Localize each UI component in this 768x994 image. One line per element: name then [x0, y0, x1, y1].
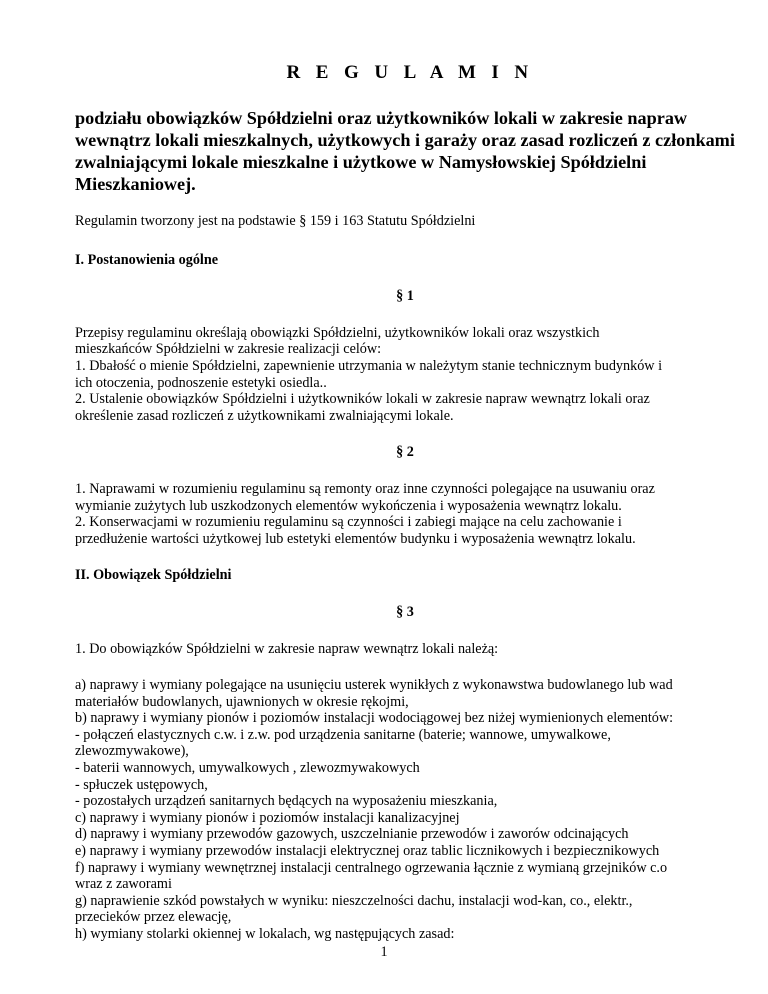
list-item: - połączeń elastycznych c.w. i z.w. pod urządzenia sanitarne (baterie; wannowe, umywalkowe,: [75, 726, 611, 743]
list-item: g) naprawienie szkód powstałych w wyniku: nieszczelności dachu, instalacji wod-kan, co., elektr.,: [75, 892, 633, 909]
list-item: - baterii wannowych, umywalkowych , zlewozmywakowych: [75, 760, 420, 777]
text-line: 2. Ustalenie obowiązków Spółdzielni i użytkowników lokali w zakresie napraw wewnątrz lokali oraz: [75, 391, 650, 408]
text-line: Przepisy regulaminu określają obowiązki Spółdzielni, użytkowników lokali oraz wszystkich: [75, 324, 600, 341]
list-item: b) naprawy i wymiany pionów i poziomów instalacji wodociągowej bez niżej wymienionych elementów:: [75, 710, 674, 727]
list-item: zlewozmywakowe),: [75, 743, 189, 760]
section-heading-general: I. Postanowienia ogólne: [75, 251, 219, 268]
paragraph-mark-2: § 2: [396, 444, 414, 461]
document-subtitle: podziału obowiązków Spółdzielni oraz użytkowników lokali w zakresie napraw wewnątrz lokali mieszkalnych, użytkowych i garaży oraz zasad rozliczeń z członkami zwalniającymi lokale mieszkalne i użytkowe w Namysłowskiej Spółdzielni Mieszkaniowej.: [75, 108, 735, 194]
list-item: - spłuczek ustępowych,: [75, 776, 208, 793]
document-page: [75, 62, 735, 943]
page-number: 1: [380, 944, 388, 960]
list-item: przecieków przez elewację,: [75, 909, 232, 926]
list-item: d) naprawy i wymiany przewodów gazowych, uszczelnianie przewodów i zaworów odcinających: [75, 826, 629, 843]
text-line: 1. Naprawami w rozumieniu regulaminu są remonty oraz inne czynności polegające na usuwaniu oraz: [75, 480, 655, 497]
paragraph-2-body: [75, 481, 735, 547]
text-line: wymianie zużytych lub uszkodzonych elementów wykończenia i wyposażenia wewnątrz lokalu.: [75, 497, 622, 514]
list-item: a) naprawy i wymiany polegające na usunięciu usterek wynikłych z wykonawstwa budowlanego lub wad: [75, 677, 673, 694]
list-item: f) naprawy i wymiany wewnętrznej instalacji centralnego ogrzewania łącznie z wymianą grzejników c.o: [75, 859, 668, 876]
text-line: określenie zasad rozliczeń z użytkownikami zwalniającymi lokale.: [75, 407, 454, 424]
list-item: c) naprawy i wymiany pionów i poziomów instalacji kanalizacyjnej: [75, 809, 460, 826]
paragraph-mark-3: § 3: [396, 603, 414, 620]
section-heading-cooperative-duty: II. Obowiązek Spółdzielni: [75, 567, 232, 584]
paragraph-mark-1: § 1: [396, 288, 414, 305]
list-item: wraz z zaworami: [75, 876, 172, 893]
text-line: 2. Konserwacjami w rozumieniu regulaminu są czynności i zabiegi mające na celu zachowanie i: [75, 514, 622, 531]
document-title: R E G U L A M I N: [286, 62, 534, 83]
list-item: e) naprawy i wymiany przewodów instalacji elektrycznej oraz tablic licznikowych i bezpiecznikowych: [75, 843, 660, 860]
legal-basis: Regulamin tworzony jest na podstawie § 159 i 163 Statutu Spółdzielni: [75, 213, 476, 229]
paragraph-3-intro: 1. Do obowiązków Spółdzielni w zakresie napraw wewnątrz lokali należą:: [75, 640, 499, 657]
text-line: mieszkańców Spółdzielni w zakresie realizacji celów:: [75, 341, 382, 358]
text-line: 1. Dbałość o mienie Spółdzielni, zapewnienie utrzymania w należytym stanie technicznym budynków i: [75, 357, 663, 374]
list-item: h) wymiany stolarki okiennej w lokalach, wg następujących zasad:: [75, 926, 455, 942]
list-item: materiałów budowlanych, ujawnionych w okresie rękojmi,: [75, 693, 409, 710]
list-item: - pozostałych urządzeń sanitarnych będących na wyposażeniu mieszkania,: [75, 793, 498, 810]
paragraph-3-list: [75, 677, 735, 943]
text-line: przedłużenie wartości użytkowej lub estetyki elementów budynku i wyposażenia wewnątrz lokalu.: [75, 530, 636, 547]
text-line: ich otoczenia, podnoszenie estetyki osiedla..: [75, 374, 327, 391]
paragraph-1-body: [75, 325, 735, 425]
